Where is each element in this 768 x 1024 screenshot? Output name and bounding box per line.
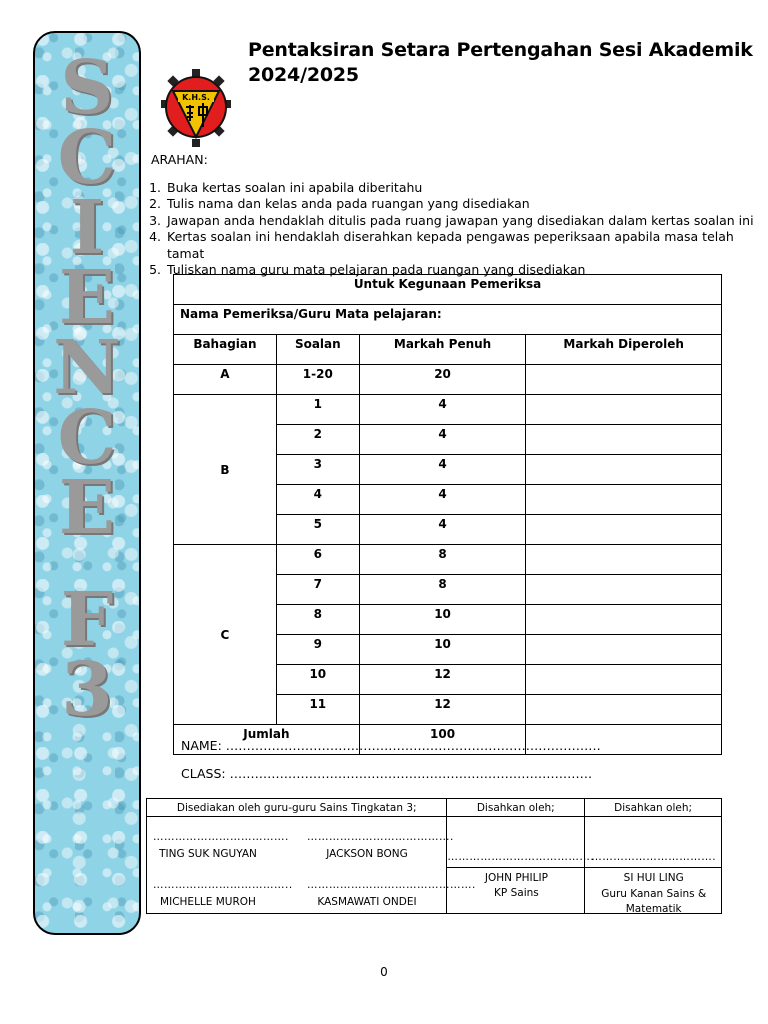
table-row [174, 305, 722, 335]
teacher-name: MICHELLE MUROH [160, 896, 256, 908]
instruction-item: 1. Buka kertas soalan ini apabila diberitahu [165, 180, 768, 197]
full-marks-cell: 4 [359, 485, 526, 515]
marks-obtained-cell[interactable] [526, 695, 722, 725]
marks-obtained-cell[interactable] [526, 455, 722, 485]
section-label: A [174, 365, 277, 395]
question-cell: 8 [276, 605, 359, 635]
table-header-row [174, 335, 722, 365]
school-logo-icon [161, 69, 231, 147]
full-marks-cell: 4 [359, 515, 526, 545]
page-title [248, 38, 753, 88]
full-marks-cell: 12 [359, 665, 526, 695]
signature-table [146, 798, 722, 914]
table-row [174, 275, 722, 305]
marks-obtained-cell[interactable] [526, 575, 722, 605]
table-row [147, 817, 722, 914]
banner-letter: F [60, 577, 114, 663]
question-cell: 3 [276, 455, 359, 485]
logo-text: K.H.S. [182, 93, 210, 102]
section-label: B [174, 395, 277, 545]
question-cell: 1-20 [276, 365, 359, 395]
marks-table-title: Untuk Kegunaan Pemeriksa [174, 275, 722, 305]
banner-letter: 3 [61, 647, 113, 733]
marks-obtained-cell[interactable] [526, 545, 722, 575]
section-label: C [174, 545, 277, 725]
signature-block [153, 879, 293, 908]
prepared-by-label: Disediakan oleh guru-guru Sains Tingkatan 3; [147, 799, 447, 817]
signature-block [153, 831, 289, 860]
marks-obtained-cell[interactable] [526, 485, 722, 515]
approver-signature-cell [585, 817, 722, 914]
question-cell: 9 [276, 635, 359, 665]
banner-letter: E [58, 465, 116, 551]
instruction-item: 4. Kertas soalan ini hendaklah diserahkan kepada pengawas peperiksaan apabila masa telah tamat [165, 229, 768, 262]
question-cell: 6 [276, 545, 359, 575]
signature-block [307, 879, 476, 908]
marks-obtained-cell[interactable] [526, 635, 722, 665]
column-header: Markah Diperoleh [526, 335, 722, 365]
full-marks-cell: 8 [359, 545, 526, 575]
full-marks-cell: 4 [359, 455, 526, 485]
question-cell: 7 [276, 575, 359, 605]
marks-obtained-cell[interactable] [526, 395, 722, 425]
marks-obtained-cell[interactable] [526, 425, 722, 455]
table-row [174, 395, 722, 425]
instruction-item: 2. Tulis nama dan kelas anda pada ruangan yang disediakan [165, 196, 768, 213]
instruction-item: 3. Jawapan anda hendaklah ditulis pada ruang jawapan yang disediakan dalam kertas soalan ini [165, 213, 768, 230]
question-cell: 4 [276, 485, 359, 515]
signature-line[interactable]: …………………………………. [307, 831, 454, 843]
banner-letter: S [60, 45, 114, 131]
signature-block [307, 831, 454, 860]
signature-line[interactable]: ……………………………. [591, 851, 717, 863]
instruction-item: 5. Tuliskan nama guru mata pelajaran pada ruangan yang disediakan [165, 262, 768, 279]
question-cell: 11 [276, 695, 359, 725]
banner-letter: E [58, 255, 116, 341]
banner-letter: C [57, 115, 117, 201]
full-marks-cell: 10 [359, 605, 526, 635]
approver-name: JOHN PHILIP [447, 867, 585, 884]
approver-role: Guru Kanan Sains & Matematik [601, 888, 707, 915]
banner-letter: C [57, 395, 117, 481]
column-header: Bahagian [174, 335, 277, 365]
full-marks-cell: 12 [359, 695, 526, 725]
title-line-1: Pentaksiran Setara Pertengahan Sesi Akademik [248, 39, 753, 61]
table-row [147, 799, 722, 817]
banner-letters [35, 45, 139, 733]
teacher-name: JACKSON BONG [326, 848, 408, 860]
signature-line[interactable]: ………………………………………. [307, 879, 476, 891]
signature-line[interactable]: ………………………………. [153, 831, 289, 843]
marks-obtained-cell[interactable] [526, 515, 722, 545]
teacher-name: KASMAWATI ONDEI [317, 896, 417, 908]
signature-line[interactable]: ……………………………….. [153, 879, 293, 891]
full-marks-cell: 8 [359, 575, 526, 605]
question-cell: 5 [276, 515, 359, 545]
table-row [174, 545, 722, 575]
full-marks-cell: 10 [359, 635, 526, 665]
signature-block [447, 851, 595, 899]
teacher-name: TING SUK NGUYAN [159, 848, 257, 860]
total-value: 100 [359, 725, 526, 755]
approver-role: KP Sains [494, 887, 539, 899]
column-header: Soalan [276, 335, 359, 365]
instructions-heading: ARAHAN: [151, 152, 208, 167]
signature-line[interactable]: …………………………………. [447, 851, 595, 863]
page-number: 0 [380, 965, 388, 979]
full-marks-cell: 20 [359, 365, 526, 395]
marks-obtained-cell[interactable] [526, 605, 722, 635]
science-f3-banner [33, 31, 141, 935]
marks-table [173, 274, 722, 755]
student-name-field[interactable]: NAME: ……………………………………………………………………………… [181, 738, 601, 753]
approved-by-label: Disahkan oleh; [585, 799, 722, 817]
signature-block [585, 851, 722, 917]
column-header: Markah Penuh [359, 335, 526, 365]
full-marks-cell: 4 [359, 425, 526, 455]
title-line-2: 2024/2025 [248, 64, 359, 86]
question-cell: 1 [276, 395, 359, 425]
teachers-signature-cell [147, 817, 476, 914]
student-class-field[interactable]: CLASS: …………………………………………………………………………… [181, 766, 593, 781]
instructions [151, 152, 768, 279]
marks-obtained-cell[interactable] [526, 665, 722, 695]
approver-signature-cell [447, 817, 595, 914]
banner-letter: N [53, 325, 121, 411]
examiner-name-field[interactable]: Nama Pemeriksa/Guru Mata pelajaran: [174, 305, 722, 335]
instructions-list [151, 180, 768, 279]
banner-letter: I [69, 185, 105, 271]
full-marks-cell: 4 [359, 395, 526, 425]
approved-by-label: Disahkan oleh; [447, 799, 585, 817]
question-cell: 10 [276, 665, 359, 695]
approver-name: SI HUI LING [585, 867, 722, 884]
table-row [174, 365, 722, 395]
total-label: Jumlah [174, 725, 360, 755]
marks-obtained-cell[interactable] [526, 365, 722, 395]
question-cell: 2 [276, 425, 359, 455]
